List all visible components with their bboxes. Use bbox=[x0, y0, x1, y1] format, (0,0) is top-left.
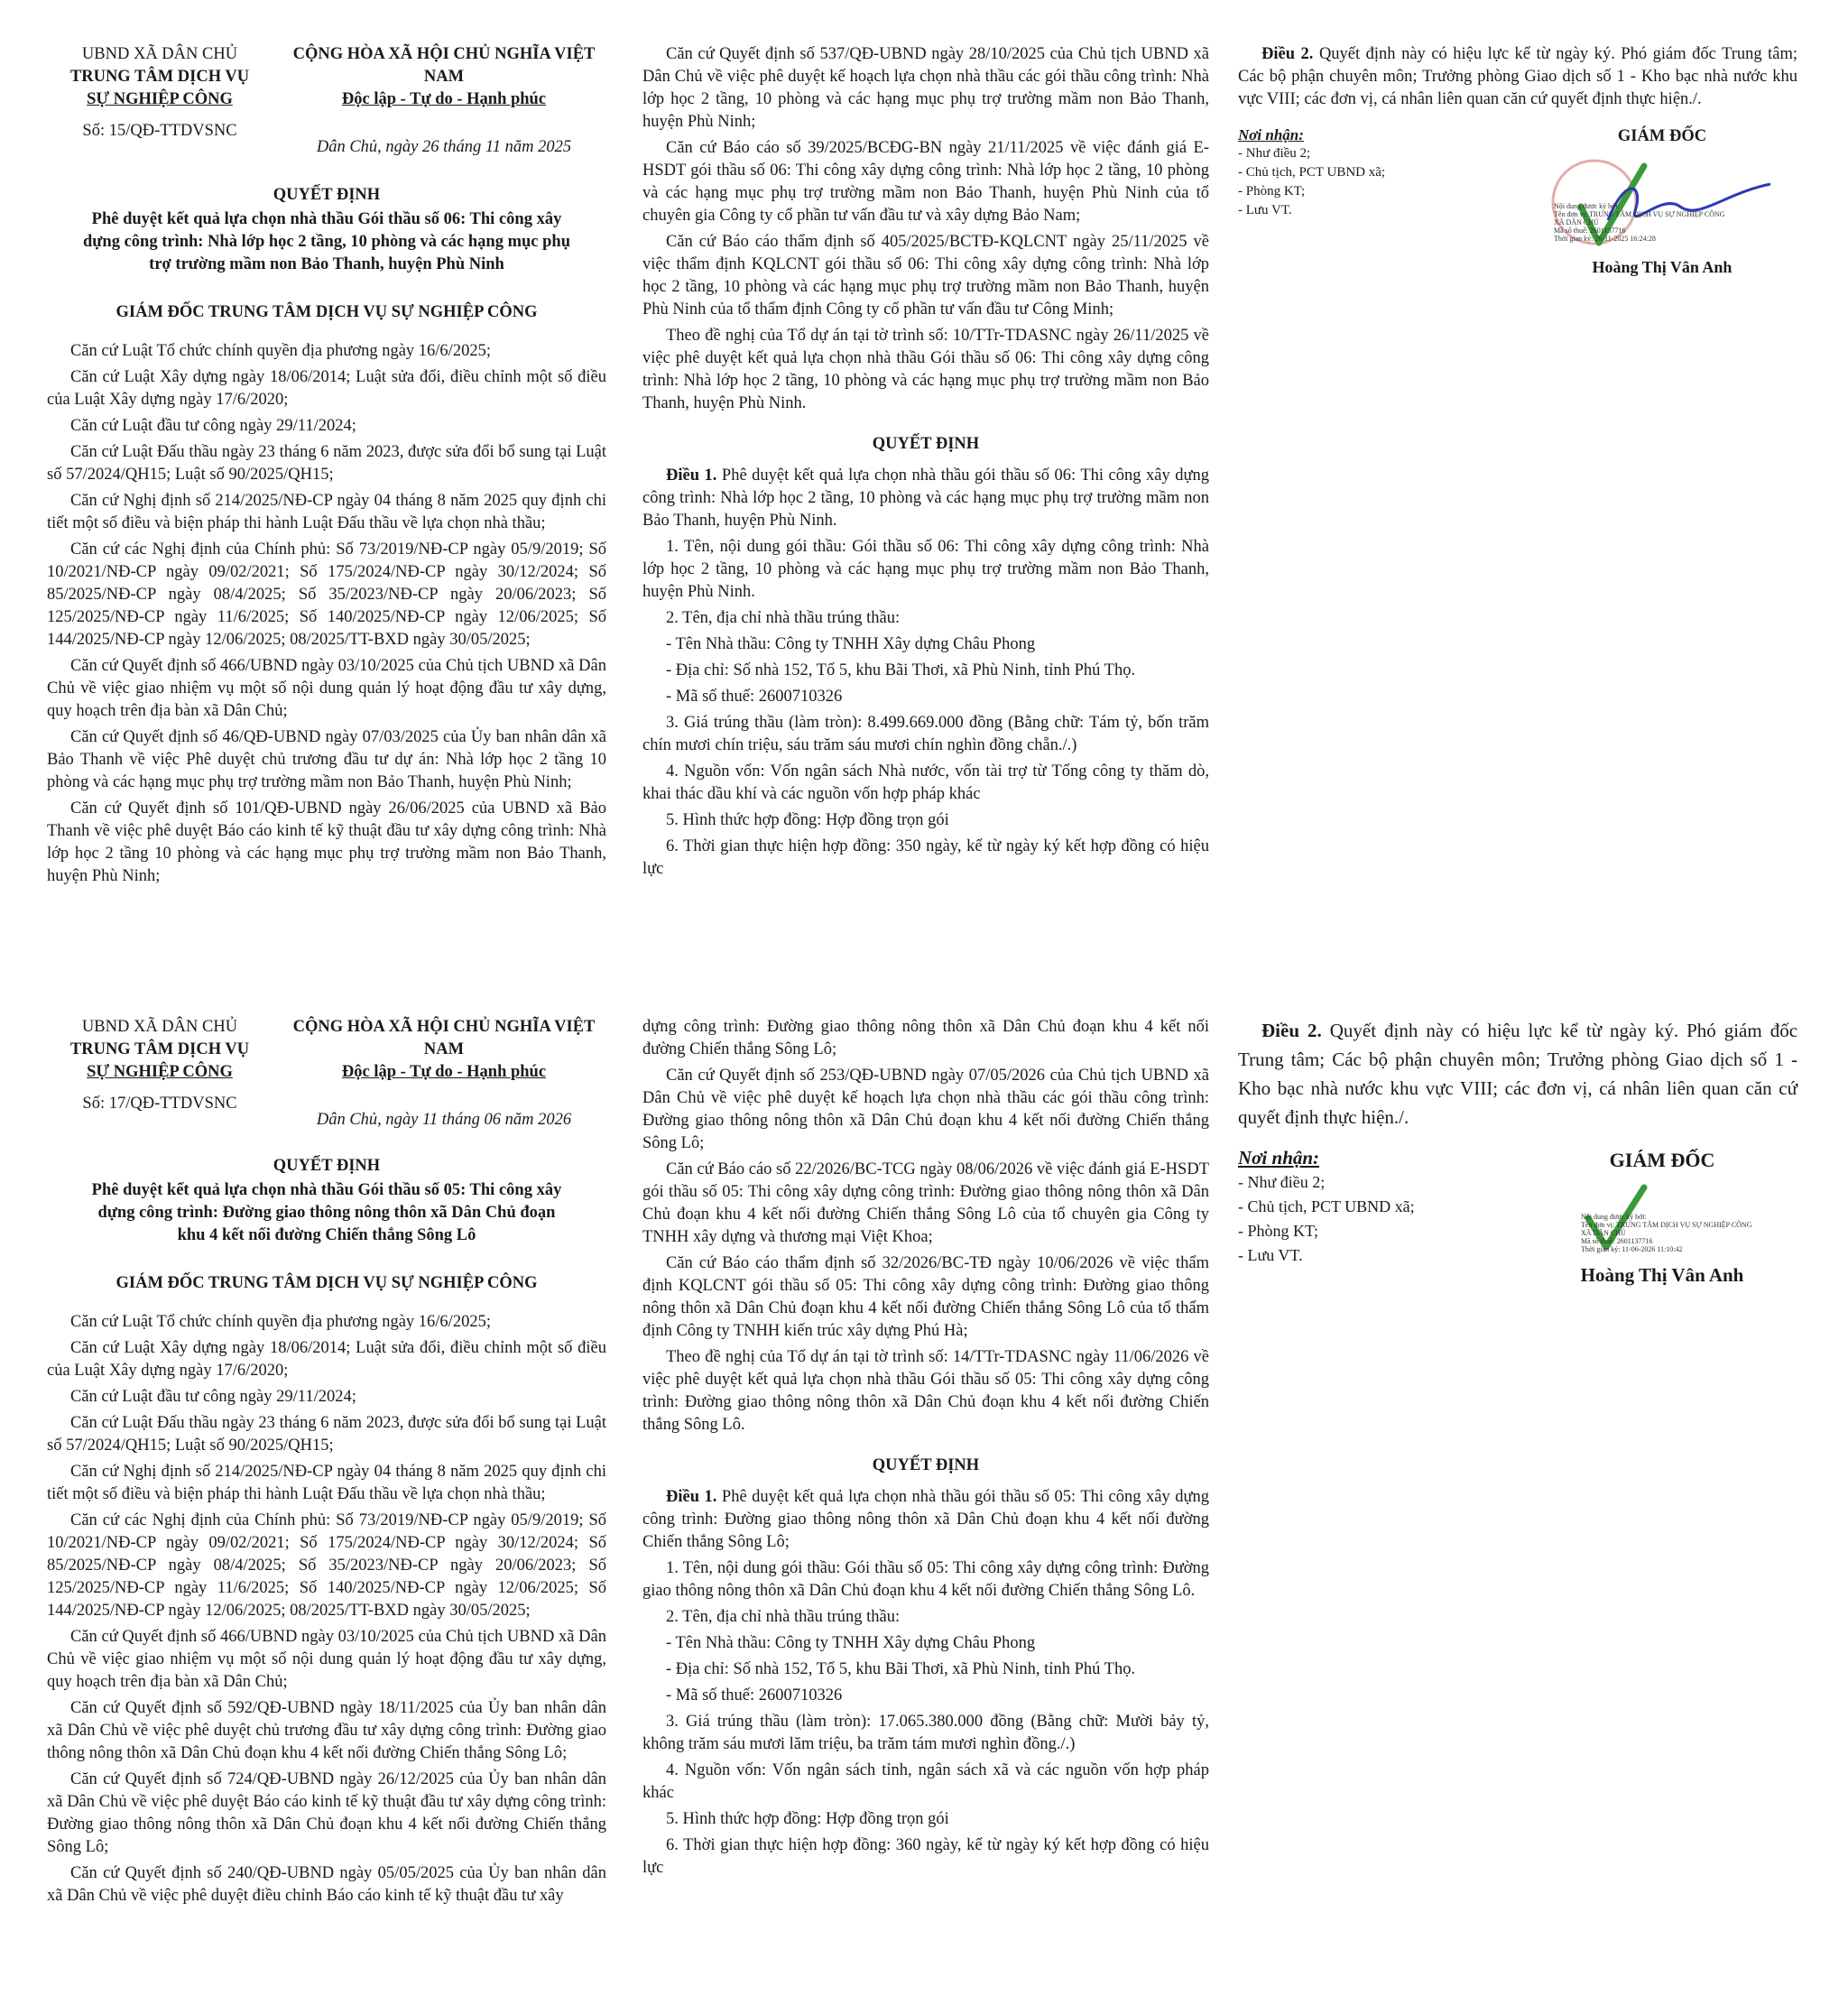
doc1-article1-text: Phê duyệt kết quả lựa chọn nhà thầu gói thầu số 06: Thi công xây dựng công trình: Nhà lớp học 2 tầng, 10 phòng và các hạng mục phụ trợ trường mầm non Bảo Thanh, huyện Phù Ninh. bbox=[642, 467, 1210, 530]
doc1-stamp-line: Nội dung được ký bởi: bbox=[1554, 202, 1620, 210]
doc2-basis: Căn cứ Quyết định số 592/QĐ-UBND ngày 18/11/2025 của Ủy ban nhân dân xã Dân Chủ về việc phê duyệt chủ trương đầu tư xây dựng công trình: Đường giao thông nông thôn xã Dân Chủ đoạn khu 4 kết nối đường Chiến thắng Sông Lô; bbox=[47, 1699, 606, 1762]
doc2-recipient: - Phòng KT; bbox=[1238, 1222, 1319, 1240]
doc1-basis: Căn cứ Quyết định số 537/QĐ-UBND ngày 28/10/2025 của Chủ tịch UBND xã Dân Chủ về việc phê duyệt kế hoạch lựa chọn nhà thầu các gói thầu công trình: Nhà lớp học 2 tầng, 10 phòng và các hạng mục phụ trợ trường mầm non Bảo Thanh, huyện Phù Ninh; bbox=[642, 45, 1209, 131]
doc2-basis: Căn cứ Luật đầu tư công ngày 29/11/2024; bbox=[70, 1388, 356, 1406]
doc1-basis: Căn cứ Quyết định số 466/UBND ngày 03/10/2025 của Chủ tịch UBND xã Dân Chủ về việc giao nhiệm vụ một số nội dung quản lý hoạt động đầu tư xây dựng, quy hoạch trên địa bàn xã Dân Chủ; bbox=[47, 657, 606, 720]
doc2-recipient: - Lưu VT. bbox=[1238, 1246, 1303, 1264]
doc1-stamp-line: Thời gian ký: 26-11-2025 16:24:28 bbox=[1554, 235, 1656, 243]
doc1-item: 4. Nguồn vốn: Vốn ngân sách Nhà nước, vốn tài trợ từ Tổng công ty thăm dò, khai thác dầu khí và các nguồn vốn hợp pháp khác bbox=[642, 762, 1209, 803]
doc2-page3 bbox=[1238, 1016, 1797, 1289]
doc2-recipients-title: Nơi nhận: bbox=[1238, 1147, 1320, 1169]
doc1-basis: Căn cứ Quyết định số 101/QĐ-UBND ngày 26/06/2025 của UBND xã Bảo Thanh về việc phê duyệt Báo cáo kinh tế kỹ thuật đầu tư xây dựng công trình: Nhà lớp học 2 tầng 10 phòng và các hạng mục phụ trợ trường mầm non Bảo Thanh, huyện Phù Ninh; bbox=[47, 799, 606, 885]
doc1-agency-name-2: SỰ NGHIỆP CÔNG bbox=[87, 90, 233, 108]
doc2-basis: Căn cứ Báo cáo thẩm định số 32/2026/BC-TĐ ngày 10/06/2026 về việc thẩm định KQLCNT gói thầu số 05: Thi công xây dựng công trình: Đường giao thông nông thôn xã Dân Chủ đoạn khu 4 kết nối đường Chiến thắng Sông Lô của tổ thẩm định Công ty TNHH kiến trúc xây dựng Phú Hà; bbox=[642, 1254, 1209, 1340]
doc1-item: - Tên Nhà thầu: Công ty TNHH Xây dựng Châu Phong bbox=[666, 635, 1036, 653]
doc2-basis: Căn cứ Luật Đấu thầu ngày 23 tháng 6 năm 2023, được sửa đổi bổ sung tại Luật số 57/2024/QH15; Luật số 90/2025/QH15; bbox=[47, 1414, 606, 1455]
doc2-article2-text: Quyết định này có hiệu lực kể từ ngày ký. Phó giám đốc Trung tâm; Các bộ phận chuyên môn; Trưởng phòng Giao dịch số 1 - Kho bạc nhà nước khu vực VIII; các đơn vị, cá nhân liên quan căn cứ quyết định thực hiện./. bbox=[1238, 1020, 1798, 1128]
doc2-basis: Căn cứ Báo cáo số 22/2026/BC-TCG ngày 08/06/2026 về việc đánh giá E-HSDT gói thầu số 05: Thi công xây dựng công trình: Đường giao thông nông thôn xã Dân Chủ đoạn khu 4 kết nối đường Chiến thắng Sông Lô của tổ chuyên gia Công ty TNHH xây dựng và thương mại Việt Khoa; bbox=[642, 1160, 1209, 1246]
doc1-signature-block bbox=[1238, 125, 1797, 279]
doc1-decision-heading: QUYẾT ĐỊNH bbox=[872, 435, 980, 453]
doc2-article1-label: Điều 1. bbox=[666, 1488, 717, 1506]
doc1-item: 3. Giá trúng thầu (làm tròn): 8.499.669.000 đồng (Bằng chữ: Tám tỷ, bốn trăm chín mươi chín triệu, sáu trăm sáu mươi chín nghìn đồng chẵn./.) bbox=[642, 714, 1209, 754]
doc1-motto: Độc lập - Tự do - Hạnh phúc bbox=[341, 90, 547, 108]
doc2-recipient: - Chủ tịch, PCT UBND xã; bbox=[1238, 1197, 1415, 1215]
doc2-agency-parent: UBND XÃ DÂN CHỦ bbox=[81, 1018, 238, 1036]
doc1-item: 5. Hình thức hợp đồng: Hợp đồng trọn gói bbox=[666, 811, 949, 829]
doc1-item: - Mã số thuế: 2600710326 bbox=[666, 688, 843, 706]
doc1-agency-parent: UBND XÃ DÂN CHỦ bbox=[81, 45, 238, 63]
doc1-digital-signature bbox=[1527, 148, 1797, 256]
doc2-item: 1. Tên, nội dung gói thầu: Gói thầu số 05: Thi công xây dựng công trình: Đường giao thông nông thôn xã Dân Chủ đoạn khu 4 kết nối đường Chiến thắng Sông Lô. bbox=[642, 1559, 1209, 1600]
doc1-date: Dân Chủ, ngày 26 tháng 11 năm 2025 bbox=[316, 138, 572, 156]
doc2-signature-block bbox=[1238, 1146, 1797, 1289]
doc2-director-heading: GIÁM ĐỐC TRUNG TÂM DỊCH VỤ SỰ NGHIỆP CÔNG bbox=[116, 1274, 538, 1292]
doc1-page1 bbox=[47, 43, 606, 892]
doc2-date: Dân Chủ, ngày 11 tháng 06 năm 2026 bbox=[316, 1111, 572, 1129]
doc1-basis: Căn cứ Nghị định số 214/2025/NĐ-CP ngày 04 tháng 8 năm 2025 quy định chi tiết một số điều và biện pháp thi hành Luật Đấu thầu về lựa chọn nhà thầu; bbox=[47, 492, 606, 532]
doc2-bases-col1 bbox=[47, 1311, 606, 1908]
doc1-item: 6. Thời gian thực hiện hợp đồng: 350 ngày, kể từ ngày ký kết hợp đồng có hiệu lực bbox=[642, 837, 1209, 878]
doc2-basis: Căn cứ các Nghị định của Chính phủ: Số 73/2019/NĐ-CP ngày 05/9/2019; Số 10/2021/NĐ-CP ngày 09/02/2021; Số 175/2024/NĐ-CP ngày 30/12/2024; Số 85/2025/NĐ-CP ngày 08/4/2025; Số 35/2023/NĐ-CP ngày 20/06/2023; Số 125/2025/NĐ-CP ngày 11/6/2025; Số 140/2025/NĐ-CP ngày 12/06/2025; Số 144/2025/NĐ-CP ngày 12/06/2025; 08/2025/TT-BXD ngày 30/05/2025; bbox=[47, 1511, 606, 1620]
doc2-country: CỘNG HÒA XÃ HỘI CHỦ NGHĨA VIỆT NAM bbox=[292, 1018, 596, 1058]
doc1-recipients-title: Nơi nhận: bbox=[1238, 126, 1304, 143]
doc1-item: 2. Tên, địa chỉ nhà thầu trúng thầu: bbox=[666, 609, 901, 627]
doc2-digital-signature bbox=[1527, 1175, 1797, 1261]
doc2-item: 3. Giá trúng thầu (làm tròn): 17.065.380.000 đồng (Bằng chữ: Mười bảy tỷ, không trăm sáu mươi lăm triệu, ba trăm tám mươi nghìn đồng./.) bbox=[642, 1713, 1209, 1753]
doc1-bases-col1 bbox=[47, 340, 606, 888]
doc2-header bbox=[47, 1016, 606, 1132]
doc1-recipient: - Lưu VT. bbox=[1238, 203, 1292, 217]
doc1-basis: Căn cứ Luật Xây dựng ngày 18/06/2014; Luật sửa đổi, điều chỉnh một số điều của Luật Xây dựng ngày 17/6/2020; bbox=[47, 368, 606, 409]
doc2-article1-text: Phê duyệt kết quả lựa chọn nhà thầu gói thầu số 05: Thi công xây dựng công trình: Đường giao thông nông thôn xã Dân Chủ đoạn khu 4 kết nối đường Chiến thắng Sông Lô; bbox=[642, 1488, 1210, 1551]
doc2-item: - Tên Nhà thầu: Công ty TNHH Xây dựng Châu Phong bbox=[666, 1634, 1036, 1652]
doc2-item: 6. Thời gian thực hiện hợp đồng: 360 ngày, kể từ ngày ký kết hợp đồng có hiệu lực bbox=[642, 1836, 1209, 1877]
doc2-item: - Mã số thuế: 2600710326 bbox=[666, 1686, 843, 1705]
doc2-title: QUYẾT ĐỊNH bbox=[273, 1157, 381, 1175]
doc2-basis: Căn cứ Quyết định số 253/QĐ-UBND ngày 07/05/2026 của Chủ tịch UBND xã Dân Chủ về việc phê duyệt kế hoạch lựa chọn nhà thầu các gói thầu công trình: Đường giao thông nông thôn xã Dân Chủ đoạn khu 4 kết nối đường Chiến thắng Sông Lô; bbox=[642, 1067, 1209, 1152]
doc1-page2 bbox=[642, 43, 1209, 884]
doc2-basis: Căn cứ Quyết định số 240/QĐ-UBND ngày 05/05/2025 của Ủy ban nhân dân xã Dân Chủ về việc phê duyệt điều chỉnh Báo cáo kinh tế kỹ thuật đầu tư xây bbox=[47, 1864, 606, 1905]
doc1-subtitle: Phê duyệt kết quả lựa chọn nhà thầu Gói thầu số 06: Thi công xây dựng công trình: Nhà lớp học 2 tầng, 10 phòng và các hạng mục phụ trợ trường mầm non Bảo Thanh, huyện Phù Ninh bbox=[83, 210, 570, 273]
doc2-basis: Căn cứ Quyết định số 466/UBND ngày 03/10/2025 của Chủ tịch UBND xã Dân Chủ về việc giao nhiệm vụ một số nội dung quản lý hoạt động đầu tư xây dựng, quy hoạch trên địa bàn xã Dân Chủ; bbox=[47, 1628, 606, 1691]
doc1-basis: Căn cứ Luật Tổ chức chính quyền địa phương ngày 16/6/2025; bbox=[70, 342, 491, 360]
doc2-national bbox=[282, 1016, 606, 1132]
doc1-sign-name: Hoàng Thị Vân Anh bbox=[1592, 258, 1732, 276]
doc1-title: QUYẾT ĐỊNH bbox=[273, 186, 381, 204]
doc1-signer bbox=[1527, 125, 1797, 279]
doc2-stamp-line: Tên đơn vị: TRUNG TÂM DỊCH VỤ SỰ NGHIỆP CÔNG bbox=[1581, 1221, 1752, 1229]
doc1-item: 1. Tên, nội dung gói thầu: Gói thầu số 06: Thi công xây dựng công trình: Nhà lớp học 2 tầng, 10 phòng và các hạng mục phụ trợ trường mầm non Bảo Thanh, huyện Phù Ninh. bbox=[642, 538, 1209, 601]
doc2-sign-title: GIÁM ĐỐC bbox=[1609, 1149, 1715, 1171]
doc1-recipient: - Phòng KT; bbox=[1238, 184, 1306, 199]
doc1-stamp-line: Mã số thuế: 2601137716 bbox=[1554, 226, 1626, 235]
doc2-item: - Địa chỉ: Số nhà 152, Tổ 5, khu Bãi Thơi, xã Phù Ninh, tỉnh Phú Thọ. bbox=[666, 1660, 1136, 1678]
doc2-basis: Căn cứ Luật Xây dựng ngày 18/06/2014; Luật sửa đổi, điều chỉnh một số điều của Luật Xây dựng ngày 17/6/2020; bbox=[47, 1339, 606, 1380]
doc1-basis: Căn cứ các Nghị định của Chính phủ: Số 73/2019/NĐ-CP ngày 05/9/2019; Số 10/2021/NĐ-CP ngày 09/02/2021; Số 175/2024/NĐ-CP ngày 30/12/2024; Số 85/2025/NĐ-CP ngày 08/4/2025; Số 35/2023/NĐ-CP ngày 20/06/2023; Số 125/2025/NĐ-CP ngày 11/6/2025; Số 140/2025/NĐ-CP ngày 12/06/2025; Số 144/2025/NĐ-CP ngày 12/06/2025; 08/2025/TT-BXD ngày 30/05/2025; bbox=[47, 540, 606, 649]
doc1-agency-name: TRUNG TÂM DỊCH VỤ bbox=[69, 68, 250, 86]
doc2-signature-info bbox=[1581, 1213, 1751, 1253]
doc2-basis-continued: dựng công trình: Đường giao thông nông thôn xã Dân Chủ đoạn khu 4 kết nối đường Chiến thắng Sông Lô; bbox=[642, 1018, 1209, 1058]
doc2-number: Số: 17/QĐ-TTDVSNC bbox=[82, 1095, 237, 1113]
doc2-signer bbox=[1527, 1146, 1797, 1289]
doc2-recipient: - Như điều 2; bbox=[1238, 1173, 1326, 1191]
doc1-sign-title: GIÁM ĐỐC bbox=[1617, 127, 1707, 145]
doc1-number: Số: 15/QĐ-TTDVSNC bbox=[82, 122, 237, 140]
doc1-article1-label: Điều 1. bbox=[666, 467, 717, 485]
doc1-stamp-line: XÃ DÂN CHỦ bbox=[1554, 218, 1599, 226]
doc1-article2 bbox=[1238, 43, 1797, 111]
doc1-signature-info bbox=[1554, 202, 1724, 243]
doc2-stamp-line: Nội dung được ký bởi: bbox=[1581, 1213, 1647, 1221]
doc1-item: - Địa chỉ: Số nhà 152, Tổ 5, khu Bãi Thơi, xã Phù Ninh, tỉnh Phú Thọ. bbox=[666, 661, 1136, 679]
doc2-basis: Căn cứ Luật Tổ chức chính quyền địa phương ngày 16/6/2025; bbox=[70, 1313, 491, 1331]
doc2-agency-name: TRUNG TÂM DỊCH VỤ bbox=[69, 1040, 250, 1058]
doc2-agency-name-2: SỰ NGHIỆP CÔNG bbox=[87, 1063, 233, 1081]
doc1-director-heading: GIÁM ĐỐC TRUNG TÂM DỊCH VỤ SỰ NGHIỆP CÔNG bbox=[116, 303, 538, 321]
doc2-article2-label: Điều 2. bbox=[1261, 1020, 1322, 1041]
doc2-basis: Căn cứ Quyết định số 724/QĐ-UBND ngày 26/12/2025 của Ủy ban nhân dân xã Dân Chủ về việc phê duyệt Báo cáo kinh tế kỹ thuật đầu tư xây dựng công trình: Đường giao thông nông thôn xã Dân Chủ đoạn khu 4 kết nối đường Chiến thắng Sông Lô; bbox=[47, 1770, 606, 1856]
doc1-basis: Căn cứ Luật đầu tư công ngày 29/11/2024; bbox=[70, 417, 356, 435]
doc2-page1 bbox=[47, 1016, 606, 1911]
doc1-stamp-line: Tên đơn vị: TRUNG TÂM DỊCH VỤ SỰ NGHIỆP CÔNG bbox=[1554, 210, 1725, 218]
doc1-article1 bbox=[642, 465, 1209, 532]
doc1-country: CỘNG HÒA XÃ HỘI CHỦ NGHĨA VIỆT NAM bbox=[292, 45, 596, 86]
doc1-page3 bbox=[1238, 43, 1797, 279]
doc2-stamp-line: Mã số thuế: 2601137716 bbox=[1581, 1237, 1653, 1245]
doc1-recipient: - Chủ tịch, PCT UBND xã; bbox=[1238, 165, 1386, 180]
doc1-proposal: Theo đề nghị của Tổ dự án tại tờ trình số: 10/TTr-TDASNC ngày 26/11/2025 về việc phê duyệt kết quả lựa chọn nhà thầu Gói thầu số 06: Thi công xây dựng công trình: Nhà lớp học 2 tầng, 10 phòng và các hạng mục phụ trợ trường mầm non Bảo Thanh, huyện Phù Ninh. bbox=[642, 327, 1209, 412]
doc2-article1 bbox=[642, 1486, 1209, 1554]
doc2-item: 4. Nguồn vốn: Vốn ngân sách tỉnh, ngân sách xã và các nguồn vốn hợp pháp khác bbox=[642, 1761, 1209, 1802]
doc1-agency bbox=[47, 43, 273, 159]
doc1-national bbox=[282, 43, 606, 159]
doc2-agency bbox=[47, 1016, 273, 1132]
doc2-decision-heading: QUYẾT ĐỊNH bbox=[872, 1456, 980, 1474]
doc1-basis: Căn cứ Báo cáo số 39/2025/BCĐG-BN ngày 21/11/2025 về việc đánh giá E-HSDT gói thầu số 06: Thi công xây dựng công trình: Nhà lớp học 2 tầng, 10 phòng và các hạng mục phụ trợ trường mầm non Bảo Thanh, huyện Phù Ninh của tổ chuyên gia Công ty cổ phần tư vấn đầu tư và xây dựng Bảo Nam; bbox=[642, 139, 1209, 225]
doc2-item: 2. Tên, địa chỉ nhà thầu trúng thầu: bbox=[666, 1608, 901, 1626]
doc2-page2 bbox=[642, 1016, 1209, 1883]
doc2-motto: Độc lập - Tự do - Hạnh phúc bbox=[341, 1063, 547, 1081]
doc2-stamp-line: XÃ DÂN CHỦ bbox=[1581, 1229, 1626, 1237]
doc1-basis: Căn cứ Quyết định số 46/QĐ-UBND ngày 07/03/2025 của Ủy ban nhân dân xã Bảo Thanh về việc Phê duyệt chủ trương đầu tư dự án: Nhà lớp học 2 tầng 10 phòng và các hạng mục phụ trợ trường mầm non Bảo Thanh, huyện Phù Ninh; bbox=[47, 728, 606, 791]
doc1-header bbox=[47, 43, 606, 159]
doc2-recipients bbox=[1238, 1146, 1464, 1289]
doc1-basis: Căn cứ Luật Đấu thầu ngày 23 tháng 6 năm 2023, được sửa đổi bổ sung tại Luật số 57/2024/QH15; Luật số 90/2025/QH15; bbox=[47, 443, 606, 484]
doc2-stamp-line: Thời gian ký: 11-06-2026 11:10:42 bbox=[1581, 1245, 1683, 1253]
doc1-article2-label: Điều 2. bbox=[1261, 45, 1314, 63]
doc1-recipient: - Như điều 2; bbox=[1238, 146, 1311, 161]
doc1-recipients bbox=[1238, 125, 1464, 279]
doc2-article2 bbox=[1238, 1016, 1797, 1132]
doc2-subtitle: Phê duyệt kết quả lựa chọn nhà thầu Gói thầu số 05: Thi công xây dựng công trình: Đường giao thông nông thôn xã Dân Chủ đoạn khu 4 kết nối đường Chiến thắng Sông Lô bbox=[91, 1181, 562, 1244]
doc2-basis: Căn cứ Nghị định số 214/2025/NĐ-CP ngày 04 tháng 8 năm 2025 quy định chi tiết một số điều và biện pháp thi hành Luật Đấu thầu về lựa chọn nhà thầu; bbox=[47, 1463, 606, 1503]
doc2-proposal: Theo đề nghị của Tổ dự án tại tờ trình số: 14/TTr-TDASNC ngày 11/06/2026 về việc phê duyệt kết quả lựa chọn nhà thầu Gói thầu số 05: Thi công xây dựng công trình: Đường giao thông nông thôn xã Dân Chủ đoạn khu 4 kết nối đường Chiến thắng Sông Lô. bbox=[642, 1348, 1209, 1434]
doc1-article2-text: Quyết định này có hiệu lực kể từ ngày ký. Phó giám đốc Trung tâm; Các bộ phận chuyên môn; Trưởng phòng Giao dịch số 1 - Kho bạc nhà nước khu vực VIII; các đơn vị, cá nhân liên quan căn cứ quyết định thực hiện./. bbox=[1238, 45, 1798, 108]
doc2-item: 5. Hình thức hợp đồng: Hợp đồng trọn gói bbox=[666, 1810, 949, 1828]
doc1-basis: Căn cứ Báo cáo thẩm định số 405/2025/BCTĐ-KQLCNT ngày 25/11/2025 về việc thẩm định KQLCNT gói thầu số 06: Thi công xây dựng công trình: Nhà lớp học 2 tầng, 10 phòng và các hạng mục phụ trợ trường mầm non Bảo Thanh, huyện Phù Ninh của tổ thẩm định Công ty cổ phần tư vấn đầu tư Công Minh; bbox=[642, 233, 1209, 319]
doc2-sign-name: Hoàng Thị Vân Anh bbox=[1580, 1264, 1744, 1286]
